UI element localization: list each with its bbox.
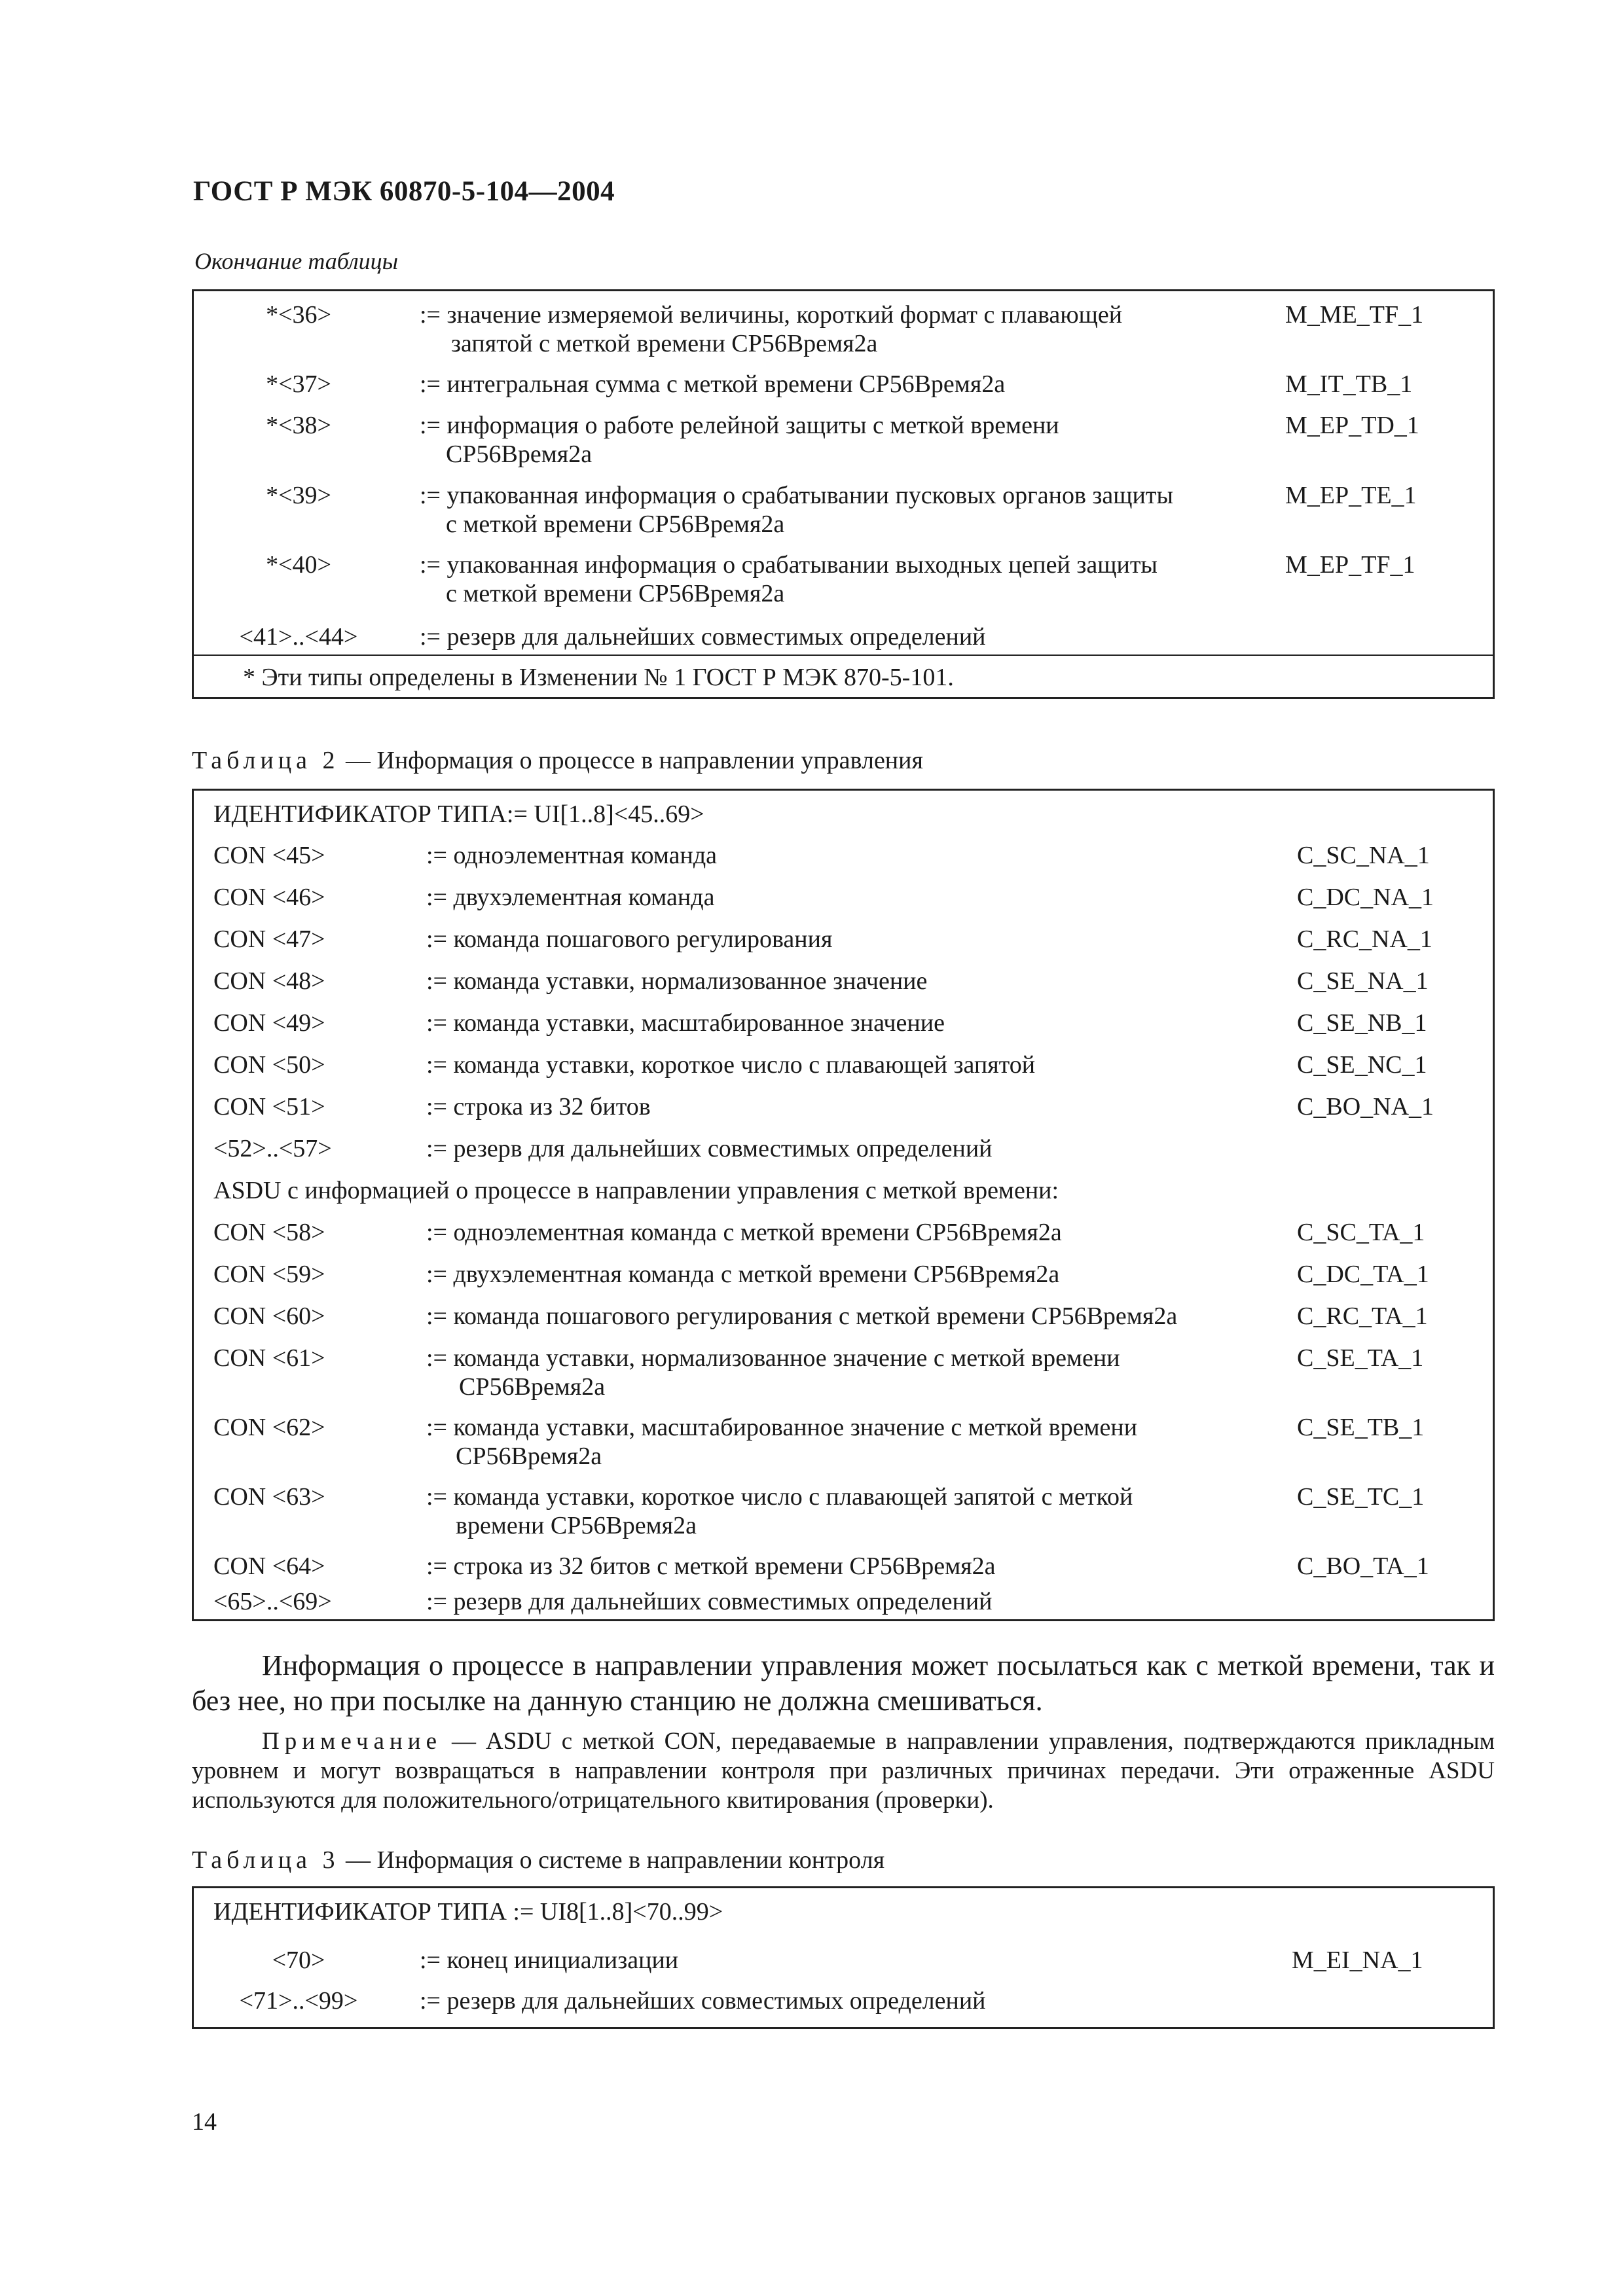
type-code: *<39> <box>266 482 331 509</box>
table3: ИДЕНТИФИКАТОР ТИПА := UI8[1..8]<70..99> <70> := конец инициализации M_EI_NA_1 <71>..<99> := резерв для дальнейших совместимых определений <box>192 1886 1495 2029</box>
table1: *<36> := значение измеряемой величины, короткий формат с плавающей запятой с меткой времени СР56Время2а M_ME_TF_1 *<37> := интегральная сумма с меткой времени СР56Время2а M_IT_TB_1 *<38> := информация о работе релейной защиты с меткой времени СР56Время2а M_EP_TD_1 *<39> := упакованная информация о срабатывании пусковых органов защиты с меткой времени СР56Время2а M_EP_TE_1 *<40> := упакованная информация о срабатывании выходных цепей защиты с меткой времени СР56Время2а M_EP_TF_1 <41>..<44> := резерв для дальнейших совместимых определений * Эти типы определены в Изменении № 1 ГОСТ Р МЭК 870-5-101. <box>192 289 1495 699</box>
page-number: 14 <box>192 2108 217 2136</box>
type-description: := конец инициализации <box>420 1946 679 1974</box>
type-mnemonic: C_BO_NA_1 <box>1297 1093 1434 1121</box>
type-mnemonic: C_DC_TA_1 <box>1297 1261 1429 1288</box>
type-description: := значение измеряемой величины, короткий формат с плавающей запятой с меткой времени СР56Время2а <box>420 301 1123 357</box>
type-code: *<38> <box>266 412 331 439</box>
type-description: := информация о работе релейной защиты с меткой времени СР56Время2а <box>420 412 1059 468</box>
type-description: := резерв для дальнейших совместимых определений <box>420 1987 986 2015</box>
type-mnemonic: M_EI_NA_1 <box>1292 1946 1423 1974</box>
type-description: := команда пошагового регулирования <box>426 925 833 953</box>
type-description: := интегральная сумма с меткой времени СР56Время2а <box>420 370 1006 398</box>
type-code: CON <61> <box>213 1344 325 1372</box>
type-code: CON <58> <box>213 1219 325 1246</box>
type-code: CON <51> <box>213 1093 325 1121</box>
type-code: CON <64> <box>213 1552 325 1580</box>
type-description: := упакованная информация о срабатывании пусковых органов защиты с меткой времени СР56Время2а <box>420 482 1174 538</box>
type-mnemonic: C_SC_TA_1 <box>1297 1219 1425 1246</box>
table2-caption: Таблица 2 — Информация о процессе в направлении управления <box>192 747 923 774</box>
type-mnemonic: M_EP_TE_1 <box>1285 482 1417 509</box>
body-paragraph: Информация о процессе в направлении управления может посылаться как с меткой времени, так и без нее, но при посылке на данную станцию не должна смешиваться. <box>192 1649 1495 1717</box>
type-mnemonic: M_ME_TF_1 <box>1285 301 1424 329</box>
type-mnemonic: C_SE_TA_1 <box>1297 1344 1424 1372</box>
type-mnemonic: C_SE_NC_1 <box>1297 1051 1427 1079</box>
type-description: := строка из 32 битов с меткой времени СР56Время2а <box>426 1552 996 1580</box>
type-description: := команда уставки, нормализованное значение <box>426 967 928 995</box>
table3-caption: Таблица 3 — Информация о системе в направлении контроля <box>192 1846 885 1874</box>
type-code: CON <62> <box>213 1414 325 1441</box>
type-mnemonic: M_EP_TD_1 <box>1285 412 1419 439</box>
type-code: <65>..<69> <box>213 1588 332 1615</box>
type-mnemonic: C_RC_NA_1 <box>1297 925 1432 953</box>
type-mnemonic: C_SE_NA_1 <box>1297 967 1429 995</box>
type-description: := резерв для дальнейших совместимых определений <box>426 1588 993 1615</box>
type-description: := команда уставки, масштабированное значение <box>426 1009 945 1037</box>
type-code: <70> <box>272 1946 325 1974</box>
type-description: := одноэлементная команда с меткой времени СР56Время2а <box>426 1219 1062 1246</box>
type-code: CON <59> <box>213 1261 325 1288</box>
type-mnemonic: C_SE_TB_1 <box>1297 1414 1425 1441</box>
type-code: CON <60> <box>213 1302 325 1330</box>
type-code: CON <50> <box>213 1051 325 1079</box>
type-mnemonic: C_SE_NB_1 <box>1297 1009 1427 1037</box>
type-description: := строка из 32 битов <box>426 1093 651 1121</box>
type-code: CON <47> <box>213 925 325 953</box>
note: Примечание — ASDU с меткой CON, передаваемые в направлении управления, подтверждаются прикладным уровнем и могут возвращаться в направлении контроля при различных причинах передачи. Эти отраженные ASDU используются для положительного/отрицательного квитирования (проверки). <box>192 1728 1495 1814</box>
type-description: := резерв для дальнейших совместимых определений <box>426 1135 993 1162</box>
table2: ИДЕНТИФИКАТОР ТИПА:= UI[1..8]<45..69> CON <45> := одноэлементная команда C_SC_NA_1 CON <46> := двухэлементная команда C_DC_NA_1 CON <47> := команда пошагового регулирования C_RC_NA_1 CON <48> := команда уставки, нормализованное значение C_SE_NA_1 CON <49> := команда уставки, масштабированное значение C_SE_NB_1 CON <50> := команда уставки, короткое число с плавающей запятой C_SE_NC_1 CON <51> := строка из 32 битов C_BO_NA_1 <52>..<57> := резерв для дальнейших совместимых определений ASDU с информацией о процессе в направлении управления с меткой времени: CON <58> := одноэлементная команда с меткой времени СР56Время2а C_SC_TA_1 CON <59> := двухэлементная команда с меткой времени СР56Время2а C_DC_TA_1 CON <60> := команда пошагового регулирования с меткой времени СР56Время2а C_RC_TA_1 CON <61> := команда уставки, нормализованное значение с меткой времени СР56Время2а C_SE_TA_1 CON <62> := команда уставки, масштабированное значение с меткой времени СР56Время2а C_SE_TB_1 CON <63> := команда уставки, короткое число с плавающей запятой с меткой времени СР56Время2а C_SE_TC_1 CON <64> := строка из 32 битов с меткой времени СР56Время2а C_BO_TA_1 <65>..<69> := резерв для дальнейших совместимых определений <box>192 789 1495 1621</box>
table-divider <box>194 655 1493 656</box>
type-description: := двухэлементная команда <box>426 884 715 911</box>
type-code: CON <49> <box>213 1009 325 1037</box>
type-description: := одноэлементная команда <box>426 842 718 869</box>
type-description: := упакованная информация о срабатывании выходных цепей защиты с меткой времени СР56Время2а <box>420 551 1158 607</box>
type-description: := команда пошагового регулирования с меткой времени СР56Время2а <box>426 1302 1178 1330</box>
type-code: *<40> <box>266 551 331 579</box>
type-mnemonic: C_RC_TA_1 <box>1297 1302 1428 1330</box>
type-code: CON <46> <box>213 884 325 911</box>
type-code: CON <45> <box>213 842 325 869</box>
type-mnemonic: C_SE_TC_1 <box>1297 1483 1425 1511</box>
table1-caption: Окончание таблицы <box>194 248 399 274</box>
document-title: ГОСТ Р МЭК 60870-5-104—2004 <box>193 176 615 207</box>
type-code: *<36> <box>266 301 331 329</box>
type-code: CON <48> <box>213 967 325 995</box>
type-description: := команда уставки, масштабированное значение с меткой времени СР56Время2а <box>426 1414 1138 1470</box>
type-code: <71>..<99> <box>239 1987 358 2015</box>
type-code: <41>..<44> <box>239 623 358 651</box>
type-mnemonic: C_BO_TA_1 <box>1297 1552 1429 1580</box>
type-mnemonic: C_DC_NA_1 <box>1297 884 1434 911</box>
type-mnemonic: M_IT_TB_1 <box>1285 370 1413 398</box>
type-description: := резерв для дальнейших совместимых определений <box>420 623 986 651</box>
type-description: := двухэлементная команда с меткой времени СР56Время2а <box>426 1261 1060 1288</box>
type-description: := команда уставки, нормализованное значение с меткой времени СР56Время2а <box>426 1344 1120 1401</box>
type-code: CON <63> <box>213 1483 325 1511</box>
type-description: := команда уставки, короткое число с плавающей запятой <box>426 1051 1036 1079</box>
type-description: := команда уставки, короткое число с плавающей запятой с меткой времени СР56Время2а <box>426 1483 1133 1539</box>
type-code: *<37> <box>266 370 331 398</box>
type-mnemonic: C_SC_NA_1 <box>1297 842 1430 869</box>
type-mnemonic: M_EP_TF_1 <box>1285 551 1415 579</box>
type-code: <52>..<57> <box>213 1135 332 1162</box>
